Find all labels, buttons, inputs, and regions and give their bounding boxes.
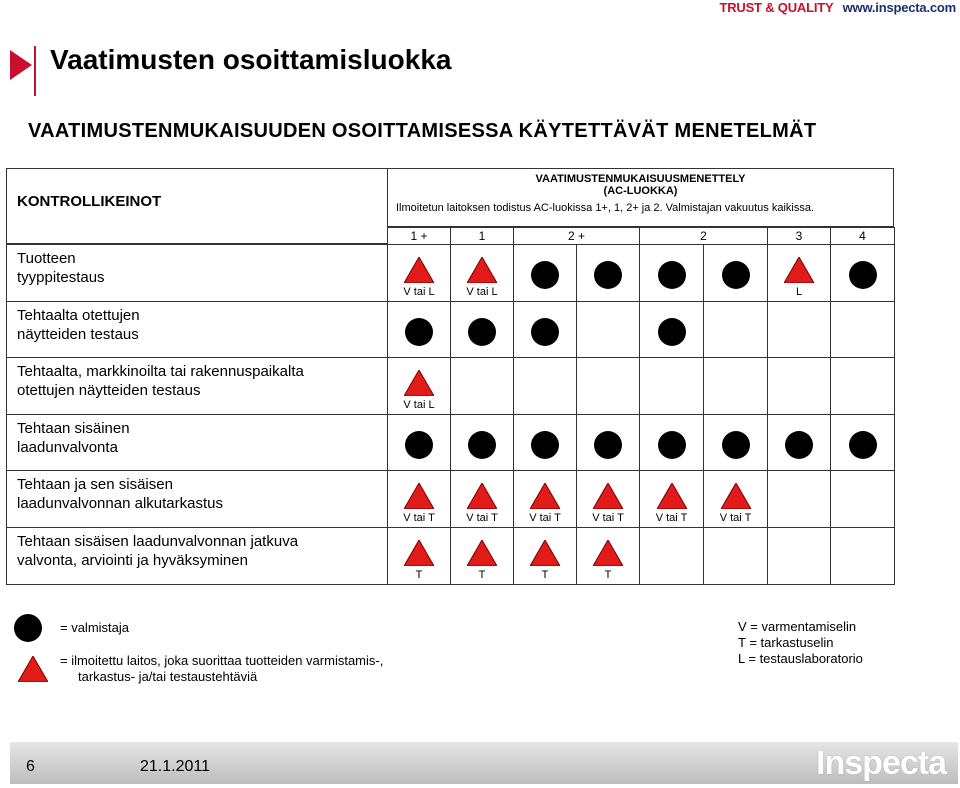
mark-cell-r4-c5	[703, 470, 768, 528]
mark-cell-r1-c4	[639, 301, 704, 358]
mark-label: V tai T	[719, 512, 752, 524]
mark-cell-r2-c4	[639, 357, 704, 415]
notified-body-triangle-icon	[784, 257, 814, 283]
mark-label: V tai T	[655, 512, 688, 524]
row-label-5: Tehtaan sisäisen laadunvalvonnan jatkuva valvonta, arviointi ja hyväksyminen	[6, 527, 388, 585]
notified-body-triangle-icon	[467, 540, 497, 566]
manufacturer-dot-icon	[531, 431, 559, 459]
brand-tagline: TRUST & QUALITY	[719, 0, 834, 15]
notified-body-triangle-icon	[404, 370, 434, 396]
manufacturer-dot-icon	[849, 261, 877, 289]
mark-label: T	[604, 569, 612, 581]
mark-cell-r0-c5	[703, 244, 768, 302]
mark-cell-r2-c5	[703, 357, 768, 415]
title-divider	[34, 46, 36, 96]
class-header-3: 2	[639, 227, 768, 246]
mark-cell-r4-c6	[767, 470, 831, 528]
manufacturer-dot-icon	[594, 261, 622, 289]
mark-cell-r1-c5	[703, 301, 768, 358]
mark-cell-r0-c7	[830, 244, 895, 302]
mark-cell-r2-c0	[387, 357, 451, 415]
mark-cell-r1-c0	[387, 301, 451, 358]
mark-label: V tai T	[529, 512, 561, 524]
mark-cell-r5-c0	[387, 527, 451, 585]
notified-body-triangle-icon	[467, 257, 497, 283]
mark-label: V tai T	[466, 512, 498, 524]
mark-cell-r5-c6	[767, 527, 831, 585]
legend-tri-text	[60, 653, 383, 685]
manufacturer-dot-icon	[658, 261, 686, 289]
control-header-cell	[6, 168, 388, 244]
mark-cell-r3-c0	[387, 414, 451, 471]
footer-date: 21.1.2011	[140, 758, 210, 775]
class-header-4: 3	[767, 227, 831, 246]
legend-tri-symbol	[18, 656, 48, 686]
mark-cell-r1-c6	[767, 301, 831, 358]
mark-cell-r4-c1	[450, 470, 514, 528]
mark-cell-r1-c1	[450, 301, 514, 358]
mark-cell-r5-c1	[450, 527, 514, 585]
mark-label: T	[541, 569, 549, 581]
mark-cell-r0-c4	[639, 244, 704, 302]
class-header-5: 4	[830, 227, 895, 246]
manufacturer-dot-icon	[722, 431, 750, 459]
legend-dot-symbol	[14, 614, 44, 642]
notified-body-triangle-icon	[657, 483, 687, 509]
manufacturer-dot-icon	[785, 431, 813, 459]
mark-cell-r3-c5	[703, 414, 768, 471]
row-label-2: Tehtaalta, markkinoilta tai rakennuspaikalta otettujen näytteiden testaus	[6, 357, 388, 415]
notified-body-triangle-icon	[530, 483, 560, 509]
mark-cell-r2-c1	[450, 357, 514, 415]
method-header-subtitle: (AC-LUOKKA)	[603, 185, 678, 197]
class-header-0: 1 +	[387, 227, 451, 246]
manufacturer-dot-icon	[531, 318, 559, 346]
mark-cell-r2-c2	[513, 357, 577, 415]
mark-cell-r4-c7	[830, 470, 895, 528]
legend-abbr-v: V = varmentamiselin	[738, 619, 857, 634]
mark-cell-r4-c0	[387, 470, 451, 528]
manufacturer-dot-icon	[468, 431, 496, 459]
row-label-4: Tehtaan ja sen sisäisen laadunvalvonnan alkutarkastus	[6, 470, 388, 528]
mark-label: L	[795, 286, 803, 298]
mark-cell-r3-c4	[639, 414, 704, 471]
mark-cell-r5-c4	[639, 527, 704, 585]
legend-abbreviations	[738, 619, 863, 667]
legend-abbr-l: L = testauslaboratorio	[738, 651, 863, 666]
mark-cell-r2-c3	[576, 357, 640, 415]
class-header-1: 1	[450, 227, 514, 246]
table-heading: VAATIMUSTENMUKAISUUDEN OSOITTAMISESSA KÄYTETTÄVÄT MENETELMÄT	[28, 120, 817, 142]
brand-header	[719, 0, 956, 15]
legend-tri-line2: tarkastus- ja/tai testaustehtäviä	[78, 669, 258, 684]
notified-body-triangle-icon	[721, 483, 751, 509]
mark-cell-r2-c6	[767, 357, 831, 415]
control-header: KONTROLLIKEINOT	[17, 193, 162, 210]
mark-label: V tai T	[592, 512, 624, 524]
method-header-title: VAATIMUSTENMUKAISUUSMENETTELY	[535, 173, 746, 185]
triangle-icon	[18, 656, 48, 682]
mark-cell-r2-c7	[830, 357, 895, 415]
footer-bar	[10, 742, 958, 784]
mark-cell-r3-c3	[576, 414, 640, 471]
mark-label: T	[478, 569, 486, 581]
manufacturer-dot-icon	[405, 431, 433, 459]
manufacturer-dot-icon	[405, 318, 433, 346]
mark-cell-r3-c6	[767, 414, 831, 471]
mark-cell-r3-c1	[450, 414, 514, 471]
mark-cell-r1-c7	[830, 301, 895, 358]
mark-cell-r5-c7	[830, 527, 895, 585]
page-number: 6	[26, 758, 35, 775]
legend-abbr-t: T = tarkastuselin	[738, 635, 834, 650]
dot-icon	[14, 614, 42, 642]
legend-tri-line1: = ilmoitettu laitos, joka suorittaa tuotteiden varmistamis-,	[60, 653, 384, 668]
mark-label: V tai L	[403, 399, 435, 411]
notified-body-triangle-icon	[593, 540, 623, 566]
methods-table	[6, 168, 894, 584]
manufacturer-dot-icon	[658, 318, 686, 346]
inspecta-logo: Inspecta	[816, 744, 946, 782]
manufacturer-dot-icon	[722, 261, 750, 289]
notified-body-triangle-icon	[467, 483, 497, 509]
manufacturer-dot-icon	[849, 431, 877, 459]
mark-cell-r0-c6	[767, 244, 831, 302]
mark-cell-r4-c2	[513, 470, 577, 528]
mark-label: V tai T	[403, 512, 435, 524]
notified-body-triangle-icon	[404, 540, 434, 566]
mark-cell-r3-c2	[513, 414, 577, 471]
manufacturer-dot-icon	[658, 431, 686, 459]
method-note: Ilmoitetun laitoksen todistus AC-luokissa 1+, 1, 2+ ja 2. Valmistajan vakuutus kaikissa.	[396, 202, 815, 214]
row-label-3: Tehtaan sisäinen laadunvalvonta	[6, 414, 388, 471]
mark-cell-r1-c2	[513, 301, 577, 358]
brand-url[interactable]: www.inspecta.com	[842, 0, 956, 15]
manufacturer-dot-icon	[531, 261, 559, 289]
mark-label: V tai L	[403, 286, 435, 298]
method-header-cell	[387, 168, 894, 227]
class-header-2: 2 +	[513, 227, 640, 246]
manufacturer-dot-icon	[468, 318, 496, 346]
mark-cell-r5-c5	[703, 527, 768, 585]
row-label-0: Tuotteen tyyppitestaus	[6, 244, 388, 302]
legend-dot-text: = valmistaja	[60, 620, 129, 635]
mark-cell-r3-c7	[830, 414, 895, 471]
notified-body-triangle-icon	[593, 483, 623, 509]
mark-label: V tai L	[466, 286, 498, 298]
mark-cell-r5-c3	[576, 527, 640, 585]
row-label-1: Tehtaalta otettujen näytteiden testaus	[6, 301, 388, 358]
mark-cell-r0-c1	[450, 244, 514, 302]
mark-cell-r5-c2	[513, 527, 577, 585]
mark-cell-r4-c4	[639, 470, 704, 528]
notified-body-triangle-icon	[404, 483, 434, 509]
title-arrow-icon	[10, 50, 32, 80]
notified-body-triangle-icon	[530, 540, 560, 566]
mark-cell-r4-c3	[576, 470, 640, 528]
mark-cell-r1-c3	[576, 301, 640, 358]
mark-label: T	[415, 569, 423, 581]
mark-cell-r0-c3	[576, 244, 640, 302]
page-title: Vaatimusten osoittamisluokka	[50, 44, 452, 75]
notified-body-triangle-icon	[404, 257, 434, 283]
mark-cell-r0-c2	[513, 244, 577, 302]
manufacturer-dot-icon	[594, 431, 622, 459]
mark-cell-r0-c0	[387, 244, 451, 302]
